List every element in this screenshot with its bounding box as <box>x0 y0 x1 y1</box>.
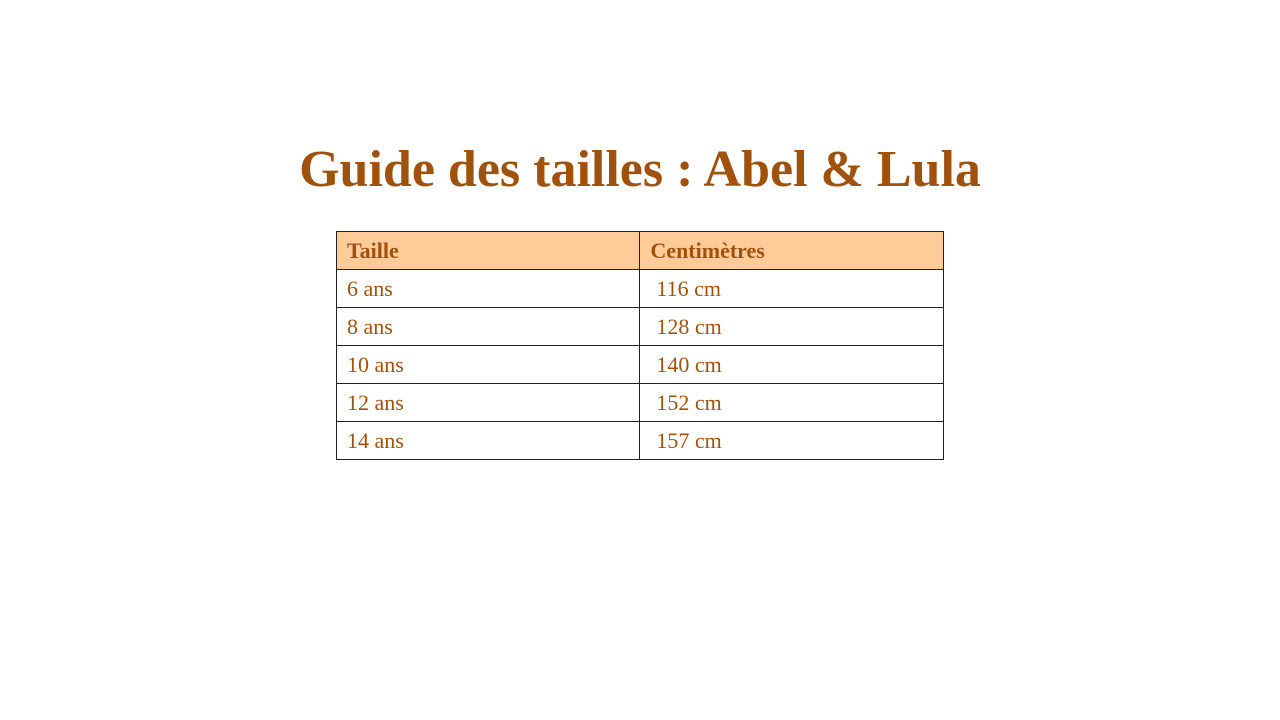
size-table <box>336 231 944 460</box>
column-header-size: Taille <box>337 232 640 270</box>
centimeters-cell <box>640 346 944 384</box>
table-row <box>337 346 944 384</box>
centimeters-value: 157 cm <box>656 427 722 453</box>
table-row <box>337 422 944 460</box>
centimeters-cell <box>640 308 944 346</box>
table-row <box>337 270 944 308</box>
size-cell: 6 ans <box>337 270 640 308</box>
table-header-row <box>337 232 944 270</box>
table-row <box>337 384 944 422</box>
centimeters-value: 152 cm <box>656 389 722 415</box>
centimeters-cell <box>640 422 944 460</box>
size-cell: 10 ans <box>337 346 640 384</box>
size-cell: 8 ans <box>337 308 640 346</box>
size-cell: 14 ans <box>337 422 640 460</box>
centimeters-value: 128 cm <box>656 313 722 339</box>
centimeters-value: 140 cm <box>656 351 722 377</box>
page-title: Guide des tailles : Abel & Lula <box>299 141 981 198</box>
column-header-centimeters: Centimètres <box>640 232 944 270</box>
centimeters-value: 116 cm <box>656 275 721 301</box>
table-row <box>337 308 944 346</box>
size-cell: 12 ans <box>337 384 640 422</box>
centimeters-cell <box>640 384 944 422</box>
centimeters-cell <box>640 270 944 308</box>
